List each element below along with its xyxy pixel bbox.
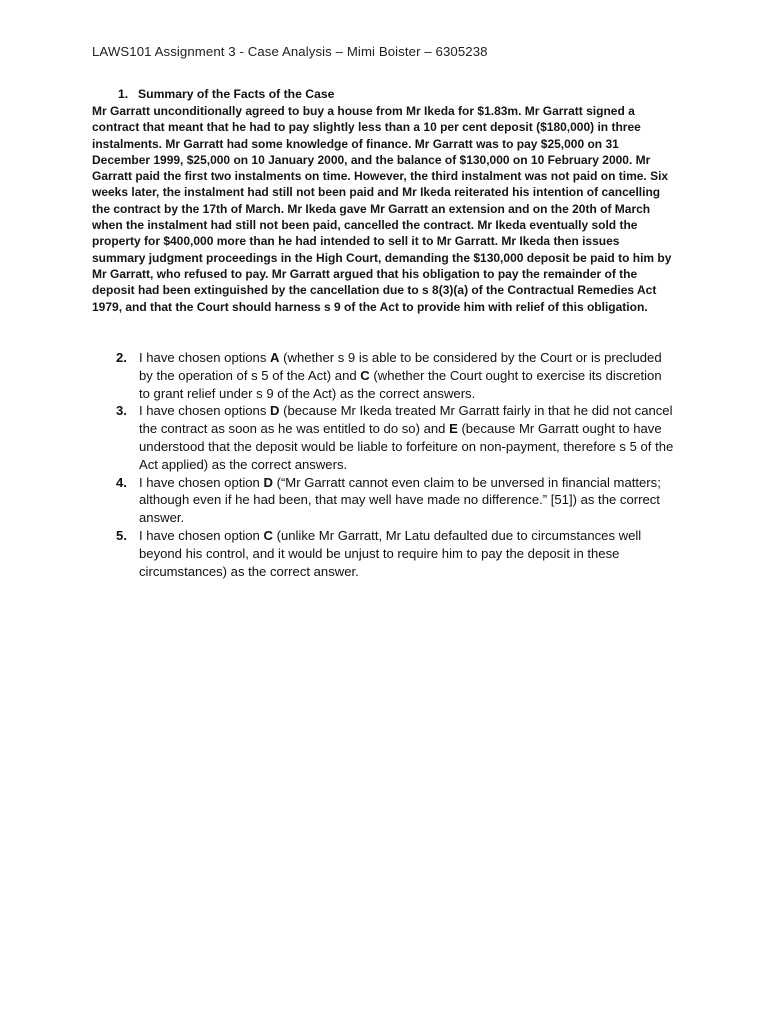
answer-text: (whether the Court ought to exercise its discretion to grant relief under s 9 of the Act) as the correct answers. [139,367,662,401]
answer-option: C [263,527,273,543]
answer-text: (because Mr Ikeda treated Mr Garratt fairly in that he did not cancel the contract as soon as he was entitled to do so) and [139,403,673,437]
section-title: Summary of the Facts of the Case [138,87,335,101]
answer-number: 3. [116,403,127,419]
answer-option: D [263,474,273,490]
answer-number: 5. [116,527,127,543]
answer-text: (unlike Mr Garratt, Mr Latu defaulted due to circumstances well beyond his control, and it would be unjust to require him to pay the deposit in these circumstances) as the correct answer. [139,527,642,579]
answer-option: C [360,367,370,383]
answer-prefix: I have chosen option [139,474,264,490]
section-heading [118,87,334,101]
answer-item-5 [116,527,676,580]
answer-item-3 [116,402,676,473]
answer-prefix: I have chosen option [139,527,264,543]
answer-number: 4. [116,474,127,490]
answer-text: (because Mr Garratt ought to have understood that the deposit would be liable to forfeiture on non-payment, therefore s 5 of the Act applied) as the correct answers. [139,421,674,472]
section-number: 1. [118,87,129,101]
answer-list [116,349,676,580]
document-header: LAWS101 Assignment 3 - Case Analysis – Mimi Boister – 6305238 [92,44,488,59]
answer-item-4 [116,474,676,527]
answer-option: E [449,421,458,437]
answer-text: (“Mr Garratt cannot even claim to be unversed in financial matters; although even if he had been, that may well have made no difference.” [51]) as the correct answer. [139,474,661,526]
answer-prefix: I have chosen options [139,403,271,419]
answer-option: A [270,350,280,365]
answer-option: D [270,403,280,419]
answer-prefix: I have chosen options [139,350,271,365]
answer-text: (whether s 9 is able to be considered by the Court or is precluded by the operation of s 5 of the Act) and [139,350,662,383]
answer-item-2 [116,349,676,402]
answer-number: 2. [116,350,127,365]
facts-summary-paragraph: Mr Garratt unconditionally agreed to buy a house from Mr Ikeda for $1.83m. Mr Garratt signed a contract that meant that he had to pay slightly less than a 10 per cent deposit ($180,000) in three instalments. Mr Garratt had some knowledge of finance. Mr Garratt was to pay $25,000 on 31 December 1999, $25,000 on 10 January 2000, and the balance of $130,000 on 10 February 2000. Mr Garratt paid the first two instalments on time. However, the third instalment was not paid on time. Six weeks later, the instalment had still not been paid and Mr Ikeda reiterated his intention of cancelling the contract by the 17th of March. Mr Ikeda gave Mr Garratt an extension and on the 20th of March when the instalment had still not been paid, cancelled the contract. Mr Ikeda eventually sold the property for $400,000 more than he had intended to sell it to Mr Garratt. Mr Ikeda then issues summary judgment proceedings in the High Court, demanding the $130,000 deposit be paid to him by Mr Garratt, who refused to pay. Mr Garratt argued that his obligation to pay the remainder of the deposit had been extinguished by the cancellation due to s 8(3)(a) of the Contractual Remedies Act 1979, and that the Court should harness s 9 of the Act to provide him with relief of this obligation. [92,104,672,314]
